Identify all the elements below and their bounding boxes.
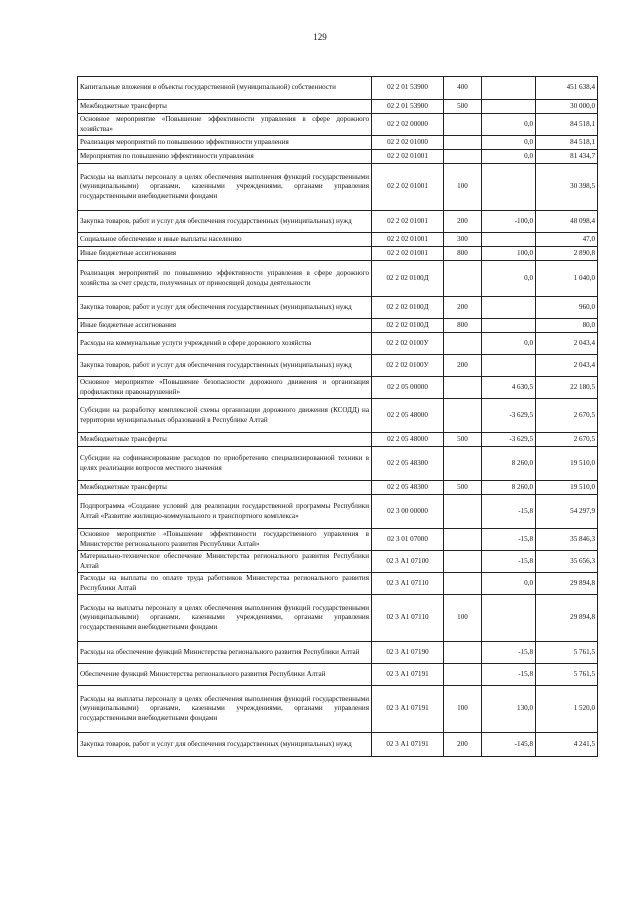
cell-code: 02 2 05 48000 [372, 433, 444, 447]
budget-table-body [78, 77, 598, 757]
table-row [78, 595, 598, 642]
cell-vr [444, 573, 482, 595]
cell-vr: 500 [444, 433, 482, 447]
cell-total: 4 241,5 [536, 733, 598, 757]
cell-code: 02 3 А1 07191 [372, 664, 444, 686]
cell-code: 02 2 01 53900 [372, 100, 444, 114]
table-row [78, 333, 598, 355]
table-row [78, 247, 598, 261]
table-row [78, 529, 598, 551]
cell-name: Реализация мероприятий по повышению эффективности управления [78, 136, 372, 150]
cell-name: Закупка товаров, работ и услуг для обеспечения государственных (муниципальных) нужд [78, 297, 372, 319]
cell-total: 1 040,0 [536, 261, 598, 297]
cell-vr [444, 642, 482, 664]
cell-vr [444, 261, 482, 297]
cell-change: -15,8 [482, 551, 536, 573]
table-row [78, 77, 598, 100]
cell-name: Расходы на выплаты персоналу в целях обеспечения выполнения функций государственными (муниципальными) органами, казенными учреждениями, органами управления государственными внебюджетными фондами [78, 164, 372, 211]
cell-name: Основное мероприятие «Повышение эффективности управления в сфере дорожного хозяйства» [78, 114, 372, 136]
cell-total: 2 670,5 [536, 399, 598, 433]
cell-change: -3 629,5 [482, 399, 536, 433]
cell-total: 451 638,4 [536, 77, 598, 100]
cell-code: 02 2 01 53900 [372, 77, 444, 100]
table-row [78, 211, 598, 233]
cell-code: 02 3 А1 07100 [372, 551, 444, 573]
cell-code: 02 2 02 0100У [372, 355, 444, 377]
cell-code: 02 3 00 00000 [372, 495, 444, 529]
table-row [78, 233, 598, 247]
cell-total: 22 180,5 [536, 377, 598, 399]
cell-total: 2 890,8 [536, 247, 598, 261]
cell-code: 02 2 02 01000 [372, 136, 444, 150]
cell-total: 84 518,1 [536, 114, 598, 136]
cell-total: 960,0 [536, 297, 598, 319]
cell-total: 19 510,0 [536, 447, 598, 481]
table-row [78, 319, 598, 333]
cell-name: Закупка товаров, работ и услуг для обеспечения государственных (муниципальных) нужд [78, 211, 372, 233]
cell-name: Основное мероприятие «Повышение безопасности дорожного движения и организация профилактики правонарушений» [78, 377, 372, 399]
cell-code: 02 2 02 0100Д [372, 319, 444, 333]
cell-change: 0,0 [482, 136, 536, 150]
cell-vr [444, 377, 482, 399]
cell-vr: 200 [444, 733, 482, 757]
cell-vr [444, 495, 482, 529]
cell-change [482, 164, 536, 211]
cell-vr: 800 [444, 247, 482, 261]
cell-code: 02 2 02 0100У [372, 333, 444, 355]
cell-change [482, 297, 536, 319]
table-row [78, 495, 598, 529]
cell-vr: 500 [444, 481, 482, 495]
cell-vr [444, 136, 482, 150]
cell-vr: 200 [444, 297, 482, 319]
cell-name: Субсидии на софинансирование расходов по приобретению специализированной техники в целях реализации вопросов местного значения [78, 447, 372, 481]
cell-vr: 500 [444, 100, 482, 114]
cell-name: Расходы на выплаты по оплате труда работников Министерства регионального развития Республики Алтай [78, 573, 372, 595]
table-row [78, 642, 598, 664]
cell-code: 02 3 А1 07190 [372, 642, 444, 664]
cell-total: 2 043,4 [536, 333, 598, 355]
cell-code: 02 2 02 01001 [372, 211, 444, 233]
cell-vr: 200 [444, 355, 482, 377]
cell-change [482, 319, 536, 333]
cell-name: Межбюджетные трансферты [78, 433, 372, 447]
cell-name: Материально-техническое обеспечение Министерства регионального развития Республики Алтай [78, 551, 372, 573]
cell-total: 1 520,0 [536, 686, 598, 733]
cell-total: 84 518,1 [536, 136, 598, 150]
cell-total: 19 510,0 [536, 481, 598, 495]
cell-name: Расходы на обеспечение функций Министерства регионального развития Республики Алтай [78, 642, 372, 664]
cell-name: Социальное обеспечение и иные выплаты населению [78, 233, 372, 247]
table-row [78, 433, 598, 447]
cell-name: Расходы на выплаты персоналу в целях обеспечения выполнения функций государственными (муниципальными) органами, казенными учреждениями, органами управления государственными внебюджетными фондами [78, 686, 372, 733]
table-row [78, 377, 598, 399]
cell-code: 02 3 А1 07110 [372, 595, 444, 642]
cell-change: 100,0 [482, 247, 536, 261]
cell-total: 5 761,5 [536, 642, 598, 664]
cell-vr [444, 447, 482, 481]
cell-change: -100,0 [482, 211, 536, 233]
table-row [78, 481, 598, 495]
cell-code: 02 2 02 01001 [372, 233, 444, 247]
cell-vr [444, 664, 482, 686]
table-row [78, 164, 598, 211]
cell-change: -15,8 [482, 664, 536, 686]
cell-total: 29 894,8 [536, 595, 598, 642]
table-row [78, 261, 598, 297]
cell-total: 48 098,4 [536, 211, 598, 233]
cell-name: Капитальные вложения в объекты государственной (муниципальной) собственности [78, 77, 372, 100]
cell-vr: 800 [444, 319, 482, 333]
cell-vr: 100 [444, 686, 482, 733]
table-row [78, 399, 598, 433]
cell-vr [444, 333, 482, 355]
cell-name: Закупка товаров, работ и услуг для обеспечения государственных (муниципальных) нужд [78, 733, 372, 757]
cell-total: 30 000,0 [536, 100, 598, 114]
cell-change [482, 100, 536, 114]
cell-name: Межбюджетные трансферты [78, 481, 372, 495]
cell-name: Расходы на выплаты персоналу в целях обеспечения выполнения функций государственными (муниципальными) органами, казенными учреждениями, органами управления государственными внебюджетными фондами [78, 595, 372, 642]
cell-change: -15,8 [482, 529, 536, 551]
cell-vr: 100 [444, 164, 482, 211]
cell-total: 47,0 [536, 233, 598, 247]
table-row [78, 136, 598, 150]
budget-table [77, 76, 598, 757]
cell-name: Межбюджетные трансферты [78, 100, 372, 114]
cell-change: 130,0 [482, 686, 536, 733]
cell-name: Реализация мероприятий по повышению эффективности управления в сфере дорожного хозяйства за счет средств, полученных от приносящей доходы деятельности [78, 261, 372, 297]
cell-change: 0,0 [482, 333, 536, 355]
cell-vr: 300 [444, 233, 482, 247]
cell-change: 4 630,5 [482, 377, 536, 399]
cell-change: -15,8 [482, 495, 536, 529]
cell-total: 35 846,3 [536, 529, 598, 551]
cell-vr: 200 [444, 211, 482, 233]
table-row [78, 355, 598, 377]
cell-code: 02 2 05 48000 [372, 399, 444, 433]
cell-code: 02 2 02 0100Д [372, 297, 444, 319]
cell-change: 0,0 [482, 261, 536, 297]
cell-total: 81 434,7 [536, 150, 598, 164]
cell-name: Подпрограмма «Создание условий для реализации государственной программы Республики Алтай «Развитие жилищно-коммунального и транспортного комплекса» [78, 495, 372, 529]
cell-name: Мероприятия по повышению эффективности управления [78, 150, 372, 164]
cell-code: 02 3 А1 07110 [372, 573, 444, 595]
cell-total: 30 398,5 [536, 164, 598, 211]
cell-change: -15,8 [482, 642, 536, 664]
cell-code: 02 2 02 0100Д [372, 261, 444, 297]
cell-vr: 400 [444, 77, 482, 100]
cell-change: 8 260,0 [482, 447, 536, 481]
cell-name: Закупка товаров, работ и услуг для обеспечения государственных (муниципальных) нужд [78, 355, 372, 377]
cell-name: Иные бюджетные ассигнования [78, 247, 372, 261]
cell-change [482, 77, 536, 100]
cell-change: -145,8 [482, 733, 536, 757]
cell-name: Иные бюджетные ассигнования [78, 319, 372, 333]
cell-name: Обеспечение функций Министерства регионального развития Республики Алтай [78, 664, 372, 686]
cell-code: 02 2 02 01001 [372, 150, 444, 164]
cell-code: 02 3 А1 07191 [372, 686, 444, 733]
cell-vr [444, 114, 482, 136]
cell-change: 8 260,0 [482, 481, 536, 495]
cell-name: Основное мероприятие «Повышение эффективности государственного управления в Министерстве регионального развития Республики Алтай» [78, 529, 372, 551]
cell-code: 02 2 05 48300 [372, 447, 444, 481]
cell-vr [444, 399, 482, 433]
cell-vr [444, 150, 482, 164]
cell-code: 02 2 05 48300 [372, 481, 444, 495]
cell-vr [444, 529, 482, 551]
cell-code: 02 2 02 01001 [372, 247, 444, 261]
table-row [78, 150, 598, 164]
cell-total: 80,0 [536, 319, 598, 333]
cell-total: 54 297,9 [536, 495, 598, 529]
table-row [78, 447, 598, 481]
cell-change [482, 233, 536, 247]
cell-code: 02 2 02 00000 [372, 114, 444, 136]
cell-name: Расходы на коммунальные услуги учреждений в сфере дорожного хозяйства [78, 333, 372, 355]
cell-code: 02 3 А1 07191 [372, 733, 444, 757]
table-row [78, 100, 598, 114]
cell-change: 0,0 [482, 573, 536, 595]
cell-total: 2 043,4 [536, 355, 598, 377]
cell-change [482, 355, 536, 377]
table-row [78, 551, 598, 573]
table-row [78, 297, 598, 319]
cell-change: 0,0 [482, 114, 536, 136]
table-row [78, 573, 598, 595]
cell-code: 02 3 01 07000 [372, 529, 444, 551]
table-row [78, 664, 598, 686]
cell-change [482, 595, 536, 642]
table-row [78, 733, 598, 757]
table-row [78, 686, 598, 733]
table-row [78, 114, 598, 136]
page-number: 129 [313, 32, 327, 42]
cell-total: 35 656,3 [536, 551, 598, 573]
cell-total: 5 761,5 [536, 664, 598, 686]
cell-code: 02 2 05 00000 [372, 377, 444, 399]
cell-name: Субсидии на разработку комплексной схемы организации дорожного движения (КСОДД) на территории муниципальных образований в Республике Алтай [78, 399, 372, 433]
cell-vr: 100 [444, 595, 482, 642]
cell-total: 29 894,8 [536, 573, 598, 595]
cell-change: -3 629,5 [482, 433, 536, 447]
cell-total: 2 670,5 [536, 433, 598, 447]
cell-code: 02 2 02 01001 [372, 164, 444, 211]
cell-change: 0,0 [482, 150, 536, 164]
cell-vr [444, 551, 482, 573]
